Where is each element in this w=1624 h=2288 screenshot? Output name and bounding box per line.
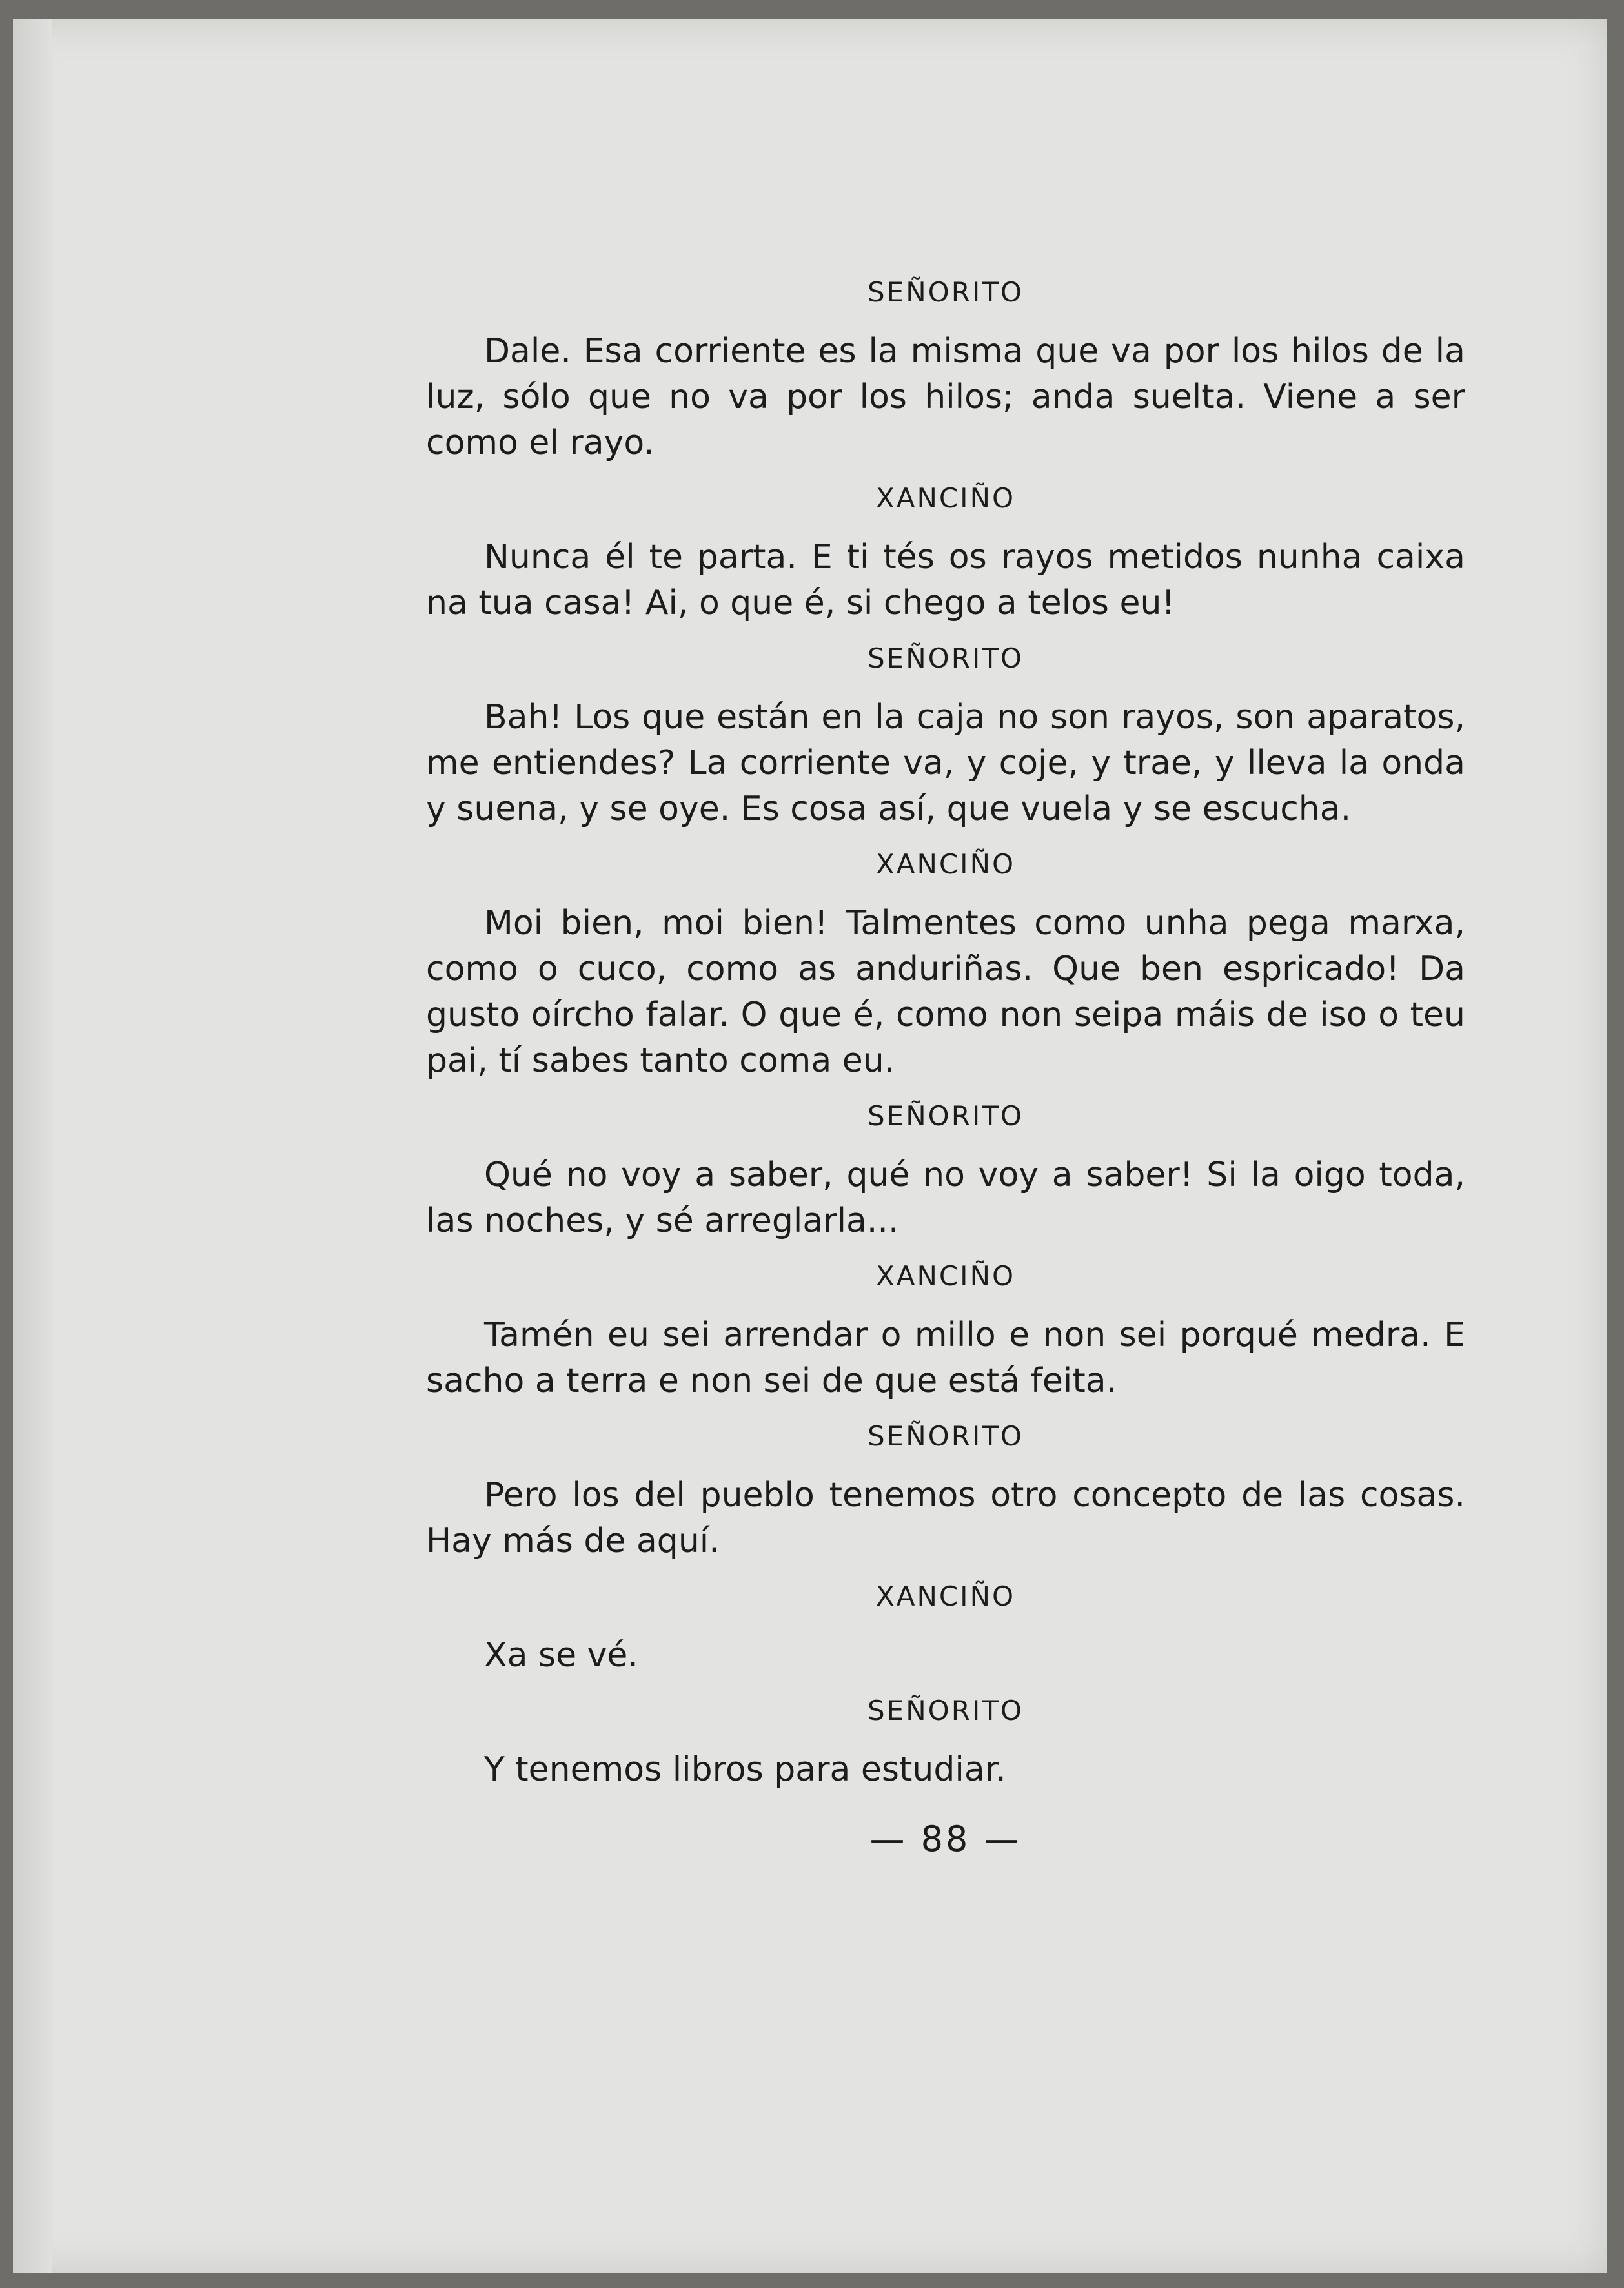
speech-text: Tamén eu sei arrendar o millo e non sei porqué medra. E sacho a terra e non sei de que está feita. xyxy=(426,1316,1465,1400)
speaker-name: SEÑORITO xyxy=(868,276,1024,308)
page-edge xyxy=(13,19,52,2273)
speech-text: Nunca él te parta. E ti tés os rayos metidos nunha caixa na tua casa! Ai, o que é, si chego a telos eu! xyxy=(426,538,1465,622)
speech-text: Qué no voy a saber, qué no voy a saber! Si la oigo toda, las noches, y sé arreglarla... xyxy=(426,1156,1465,1240)
speaker-name: XANCIÑO xyxy=(875,482,1016,514)
book-page xyxy=(13,19,1607,2273)
speech-text: Y tenemos libros para estudiar. xyxy=(484,1750,1006,1789)
speaker-name: SEÑORITO xyxy=(868,1695,1024,1726)
speaker-name: XANCIÑO xyxy=(875,848,1016,880)
speech-text: Dale. Esa corriente es la misma que va por los hilos de la luz, sólo que no va por los hilos; anda suelta. Viene a ser como el rayo. xyxy=(426,332,1465,462)
speech-text: Pero los del pueblo tenemos otro concepto de las cosas. Hay más de aquí. xyxy=(426,1476,1465,1560)
speaker-name: SEÑORITO xyxy=(868,1100,1024,1132)
speech-text: Bah! Los que están en la caja no son rayos, son aparatos, me entiendes? La corriente va, y coje, y trae, y lleva la onda y suena, y se oye. Es cosa así, que vuela y se escucha. xyxy=(426,698,1465,828)
speaker-name: SEÑORITO xyxy=(868,642,1024,674)
speech-text: Xa se vé. xyxy=(484,1636,638,1675)
page-number: — 88 — xyxy=(869,1819,1022,1859)
speech-text: Moi bien, moi bien! Talmentes como unha pega marxa, como o cuco, como as anduriñas. Que ben espricado! Da gusto oírcho falar. O que é, como non seipa máis de iso o teu pai, tí sabes tanto coma eu. xyxy=(426,904,1465,1080)
speaker-name: XANCIÑO xyxy=(875,1580,1016,1612)
speaker-name: XANCIÑO xyxy=(875,1260,1016,1292)
text-block xyxy=(426,274,1465,1859)
speaker-name: SEÑORITO xyxy=(868,1420,1024,1452)
